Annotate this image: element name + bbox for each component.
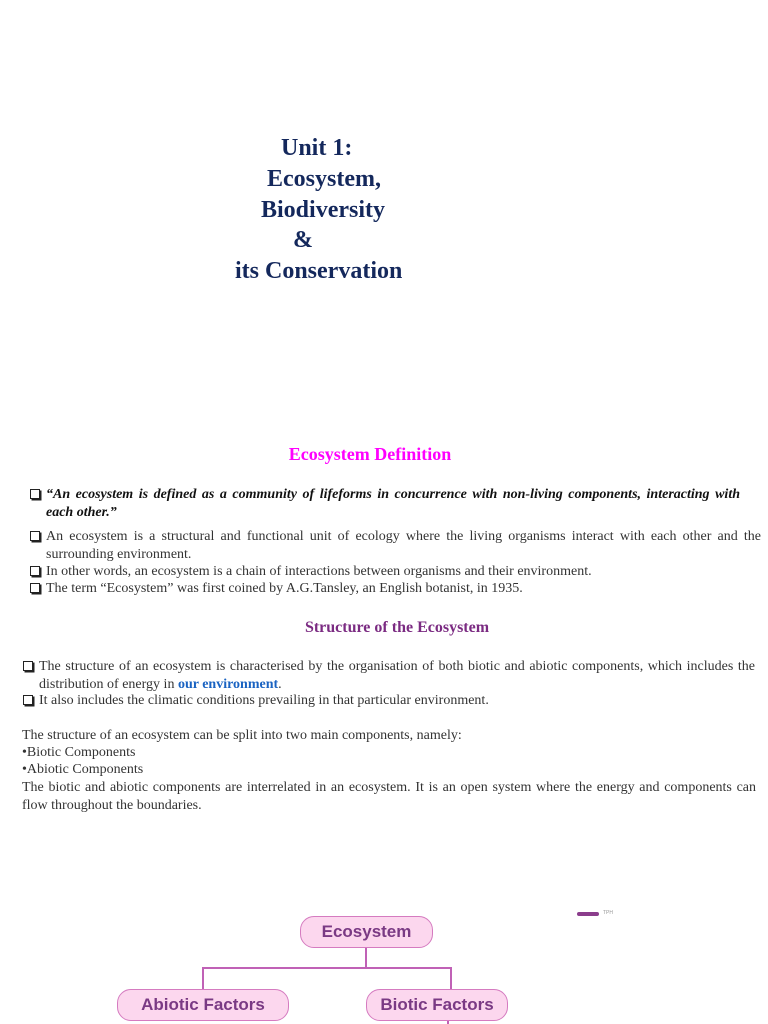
logo-mark	[577, 912, 599, 916]
structure-heading: Structure of the Ecosystem	[304, 619, 490, 636]
connector-right-drop	[450, 967, 452, 989]
connector-horizontal	[202, 967, 452, 969]
structure-intro: The structure of an ecosystem can be split into two main components, namely:	[22, 728, 462, 743]
logo-mark-text: TPH	[603, 910, 613, 916]
checkbox-bullet-icon	[23, 661, 33, 671]
checkbox-bullet-icon	[30, 489, 40, 499]
bullet-text	[39, 658, 755, 693]
definition-bullet	[30, 528, 761, 563]
bullet-text: An ecosystem is a structural and functional unit of ecology where the living organisms interact with each other and the surrounding environment.	[46, 529, 761, 562]
structure-bullet	[23, 692, 755, 710]
definition-bullet	[30, 580, 761, 598]
bullet-text: In other words, an ecosystem is a chain of interactions between organisms and their environment.	[46, 564, 592, 579]
checkbox-bullet-icon	[30, 531, 40, 541]
structure-bullet	[23, 658, 755, 693]
component-abiotic: •Abiotic Components	[22, 762, 144, 777]
structure-closing: The biotic and abiotic components are interrelated in an ecosystem. It is an open system where the energy and components can flow throughout the boundaries.	[22, 780, 756, 813]
title-line-unit: Unit 1:	[281, 135, 353, 161]
checkbox-bullet-icon	[30, 566, 40, 576]
title-line-conservation: its Conservation	[235, 258, 403, 285]
connector-left-drop	[202, 967, 204, 989]
definition-quote	[30, 486, 740, 521]
component-biotic: •Biotic Components	[22, 745, 136, 760]
diagram-node-biotic-factors: Biotic Factors	[366, 989, 508, 1021]
quote-text: “An ecosystem is defined as a community of lifeforms in concurrence with non-living components, interacting with each other.”	[46, 487, 740, 520]
checkbox-bullet-icon	[30, 583, 40, 593]
ecosystem-diagram	[0, 900, 768, 1024]
title-line-ampersand: &	[293, 227, 313, 254]
page-title	[0, 133, 650, 287]
title-line-biodiversity: Biodiversity	[261, 196, 385, 223]
definition-heading: Ecosystem Definition	[288, 444, 452, 464]
bullet-text-end: .	[278, 676, 282, 692]
connector-root-stem	[365, 947, 367, 967]
our-environment-link[interactable]: our environment	[177, 676, 279, 692]
diagram-node-abiotic-factors: Abiotic Factors	[117, 989, 289, 1021]
title-line-ecosystem: Ecosystem,	[267, 165, 381, 192]
diagram-node-ecosystem: Ecosystem	[300, 916, 433, 948]
bullet-text-start: The structure of an ecosystem is characterised by the organisation of both biotic and abiotic components, which includes the distribution of energy in	[39, 659, 755, 692]
definition-bullet	[30, 563, 761, 581]
checkbox-bullet-icon	[23, 695, 33, 705]
bullet-text: The term “Ecosystem” was first coined by A.G.Tansley, an English botanist, in 1935.	[46, 581, 523, 596]
bullet-text: It also includes the climatic conditions prevailing in that particular environment.	[39, 693, 489, 708]
